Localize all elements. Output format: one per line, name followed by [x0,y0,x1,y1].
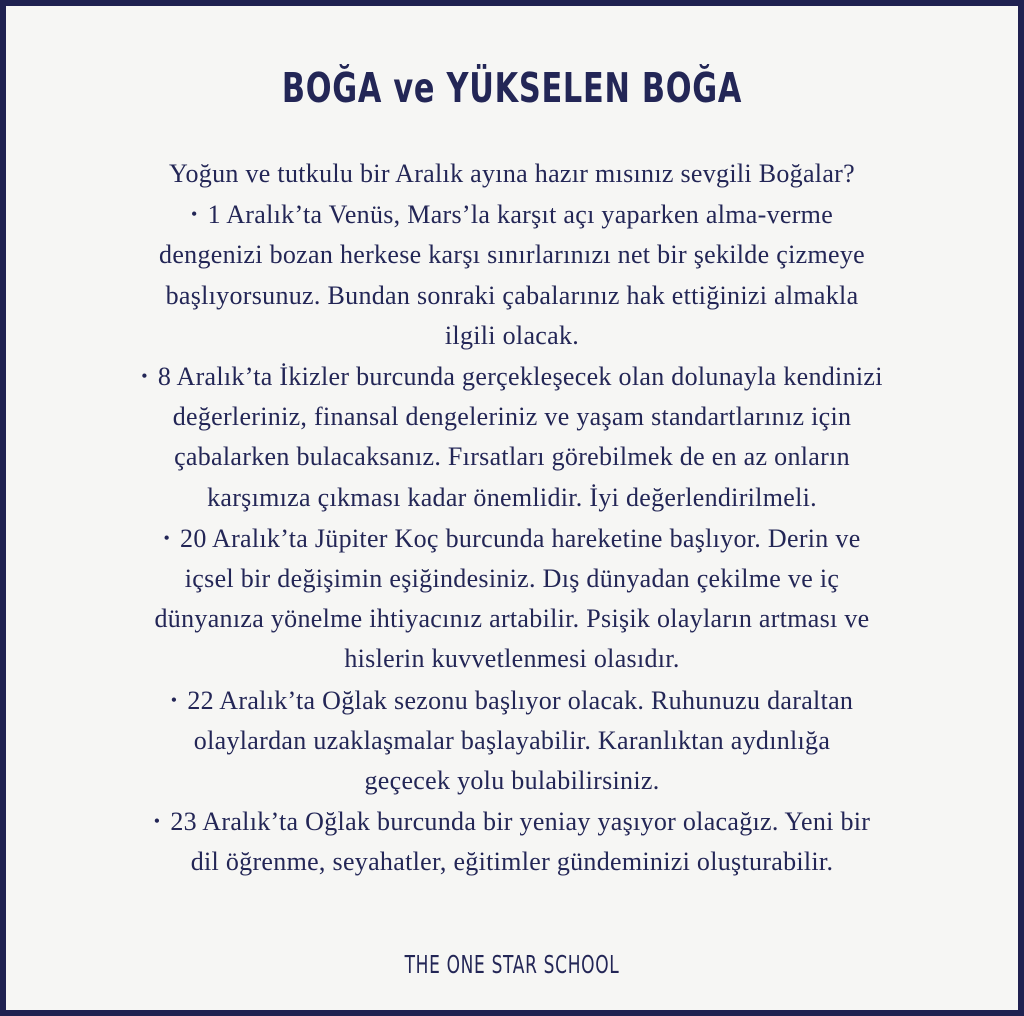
bullet-line: hislerin kuvvetlenmesi olasıdır. [344,644,680,674]
bullet-icon: • [190,204,198,225]
bullet-icon: • [163,527,171,548]
bullet-line: • 1 Aralık’ta Venüs, Mars’la karşıt açı yaparken alma-verme [20,194,1004,235]
bullet-icon: • [170,689,178,710]
post-card [6,6,1018,1010]
bullet-line: dünyanıza yönelme ihtiyacınız artabilir. Psişik olayların artması ve [154,604,870,634]
page-title: BOĞA ve YÜKSELEN BOĞA [281,64,743,112]
bullet-line: dil öğrenme, seyahatler, eğitimler gündeminizi oluşturabilir. [190,847,834,877]
bullet-line: değerleriniz, finansal dengeleriniz ve yaşam standartlarınız için [172,402,852,432]
bullet-line: • 22 Aralık’ta Oğlak sezonu başlıyor olacak. Ruhunuzu daraltan [20,680,1004,721]
brand-footer: THE ONE STAR SCHOOL [404,950,620,979]
bullet-line: çabalarken bulacaksanız. Fırsatları görebilmek de en az onların [174,442,850,472]
bullet-line: karşımıza çıkması kadar önemlidir. İyi değerlendirilmeli. [207,482,817,512]
bullet-item-4 [20,680,1004,802]
horoscope-text [20,154,1004,883]
bullet-line: geçecek yolu bulabilirsiniz. [364,766,660,796]
bullet-line: olaylardan uzaklaşmalar başlayabilir. Karanlıktan aydınlığa [193,725,831,755]
bullet-item-5 [20,801,1004,882]
bullet-line: başlıyorsunuz. Bundan sonraki çabalarınız hak ettiğinizi almakla [165,280,859,310]
bullet-item-2 [20,356,1004,518]
bullet-line: • 20 Aralık’ta Jüpiter Koç burcunda hareketine başlıyor. Derin ve [20,518,1004,559]
bullet-line: ilgili olacak. [444,320,580,350]
bullet-icon: • [141,366,148,387]
bullet-item-1 [20,194,1004,356]
bullet-line: • 8 Aralık’ta İkizler burcunda gerçekleşecek olan dolunayla kendinizi [20,356,1004,397]
bullet-line: içsel bir değişimin eşiğindesiniz. Dış dünyadan çekilme ve iç [184,564,840,594]
bullet-line: dengenizi bozan herkese karşı sınırlarınızı net bir şekilde çizmeye [159,240,865,270]
intro-line: Yoğun ve tutkulu bir Aralık ayına hazır mısınız sevgili Boğalar? [169,159,855,188]
bullet-line: • 23 Aralık’ta Oğlak burcunda bir yeniay yaşıyor olacağız. Yeni bir [20,801,1004,842]
bullet-icon: • [153,811,161,832]
bullet-item-3 [20,518,1004,680]
